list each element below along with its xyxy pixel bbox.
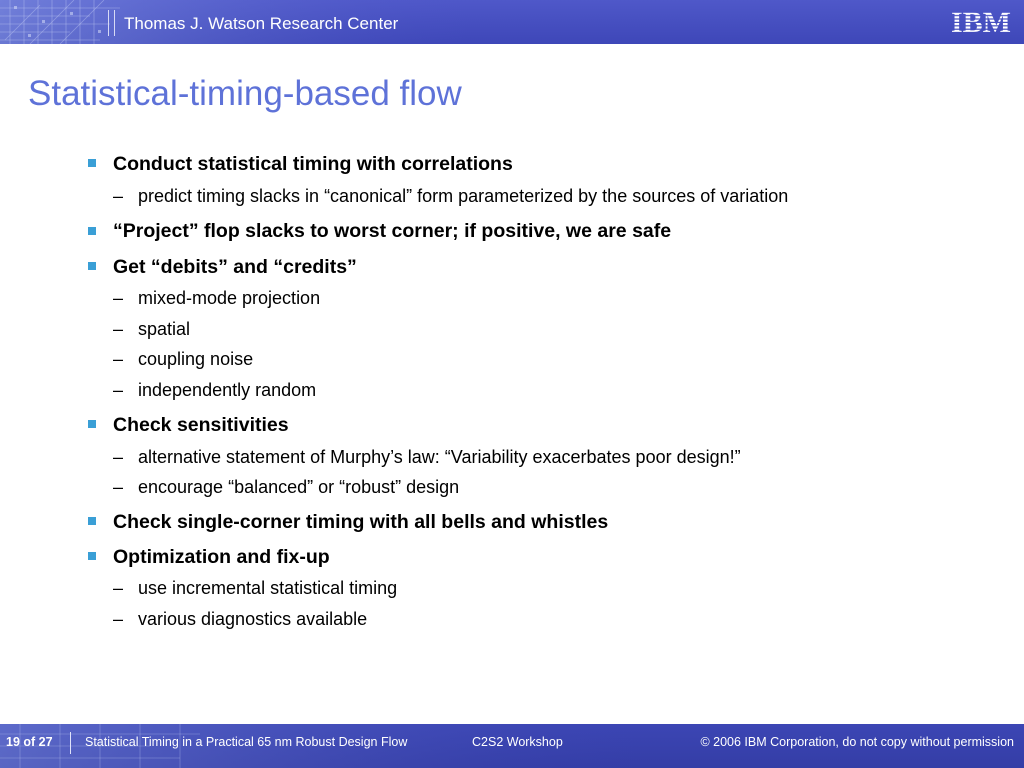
sub-bullet-item: mixed-mode projection bbox=[138, 288, 321, 308]
sub-bullet-item: various diagnostics available bbox=[138, 609, 368, 629]
footer-separator bbox=[70, 732, 71, 754]
sub-bullet-item: use incremental statistical timing bbox=[138, 578, 398, 598]
svg-text:IBM: IBM bbox=[951, 6, 1011, 36]
sub-bullet-marker: – bbox=[113, 288, 124, 308]
sub-bullet-marker: – bbox=[113, 319, 124, 339]
bullet-marker bbox=[88, 159, 96, 167]
slide-title: Statistical-timing-based flow bbox=[28, 74, 462, 113]
bullet-item: “Project” flop slacks to worst corner; if positive, we are safe bbox=[113, 220, 672, 242]
sub-bullet-marker: – bbox=[113, 477, 124, 497]
bullet-marker bbox=[88, 552, 96, 560]
sub-bullet-marker: – bbox=[113, 578, 124, 598]
sub-bullet-item: spatial bbox=[138, 319, 191, 339]
sub-bullet-item: coupling noise bbox=[138, 349, 254, 369]
bullet-item: Optimization and fix-up bbox=[113, 546, 330, 568]
sub-bullet-marker: – bbox=[113, 447, 124, 467]
footer-workshop: C2S2 Workshop bbox=[472, 735, 563, 749]
bullet-item: Check single-corner timing with all bells and whistles bbox=[113, 511, 609, 533]
sub-bullet-item: encourage “balanced” or “robust” design bbox=[138, 477, 460, 497]
bullet-item: Conduct statistical timing with correlations bbox=[113, 153, 513, 175]
bullet-marker bbox=[88, 262, 96, 270]
footer-bar bbox=[0, 724, 1024, 768]
sub-bullet-marker: – bbox=[113, 609, 124, 629]
page-number: 19 of 27 bbox=[6, 735, 53, 749]
bullet-marker bbox=[88, 517, 96, 525]
bullet-marker bbox=[88, 420, 96, 428]
sub-bullet-item: independently random bbox=[138, 380, 317, 400]
sub-bullet-marker: – bbox=[113, 349, 124, 369]
sub-bullet-marker: – bbox=[113, 380, 124, 400]
footer-copyright: © 2006 IBM Corporation, do not copy without permission bbox=[700, 735, 1014, 749]
sub-bullet-marker: – bbox=[113, 186, 124, 206]
bullet-item: Get “debits” and “credits” bbox=[113, 256, 357, 278]
bullet-item: Check sensitivities bbox=[113, 414, 289, 436]
bullet-marker bbox=[88, 227, 96, 235]
footer-course-title: Statistical Timing in a Practical 65 nm Robust Design Flow bbox=[85, 735, 408, 749]
sub-bullet-item: alternative statement of Murphy’s law: “Variability exacerbates poor design!” bbox=[138, 447, 741, 467]
header-org-title: Thomas J. Watson Research Center bbox=[124, 14, 399, 33]
sub-bullet-item: predict timing slacks in “canonical” form parameterized by the sources of variation bbox=[138, 186, 789, 206]
